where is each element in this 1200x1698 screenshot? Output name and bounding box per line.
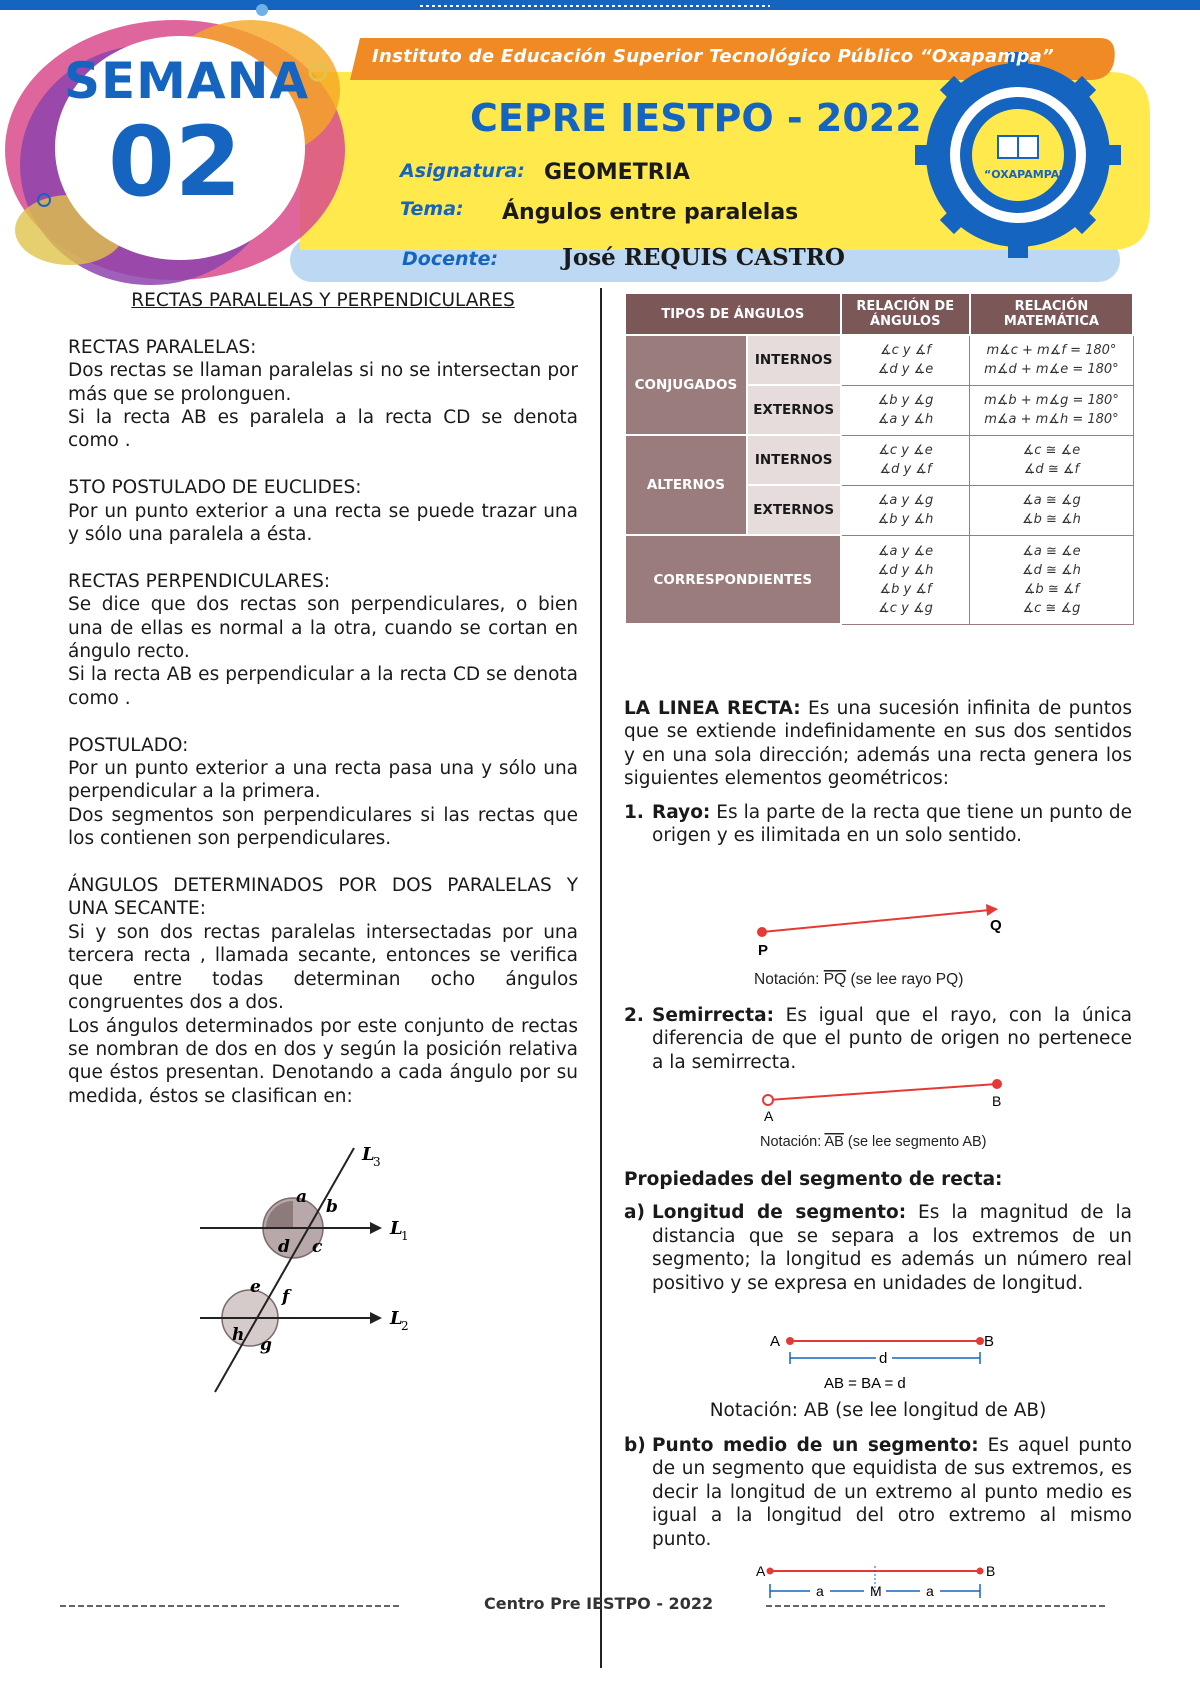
label-p: P <box>758 942 769 959</box>
label-b: b <box>326 1197 338 1217</box>
cell-line: ∡b y ∡f <box>879 581 932 597</box>
topic-value: Ángulos entre paralelas <box>502 200 799 225</box>
label-L3: L <box>362 1144 375 1165</box>
label-L2-sub: 2 <box>401 1319 409 1333</box>
label-a: a <box>296 1187 308 1207</box>
sub-externos: EXTERNOS <box>747 385 841 435</box>
parallel-text-1: Dos rectas se llaman paralelas si no se intersectan por más que se prolonguen. <box>68 360 578 405</box>
ray-text: Es la parte de la recta que tiene un punto de origen y es ilimitada en un solo sentido. <box>652 801 1132 847</box>
notation-suffix: (se lee rayo PQ) <box>846 971 964 988</box>
angles-title: ÁNGULOS DETERMINADOS POR DOS PARALELAS Y UNA SECANTE: <box>68 875 578 920</box>
label-c: c <box>312 1237 323 1257</box>
sub-externos: EXTERNOS <box>747 485 841 535</box>
ray-notation <box>754 971 963 988</box>
cell-line: ∡c y ∡f <box>879 343 931 359</box>
segment-point-b <box>977 1568 984 1575</box>
table-header-types: TIPOS DE ÁNGULOS <box>625 293 841 335</box>
ray-point-p <box>757 927 767 937</box>
cell-line: ∡d ≅ ∡h <box>1021 562 1081 578</box>
label-b: B <box>986 1563 996 1579</box>
length-item <box>624 1201 1132 1295</box>
length-title: Longitud de segmento: <box>652 1202 907 1224</box>
semi-title: Semirrecta: <box>652 1005 774 1026</box>
table-cell <box>970 435 1133 485</box>
perpendicular-text-2: Si la recta AB es perpendicular a la recta CD se denota como . <box>68 664 578 709</box>
cell-line: ∡d y ∡f <box>879 462 932 477</box>
cell-line: ∡a ≅ ∡e <box>1022 543 1081 559</box>
label-d: d <box>278 1237 290 1257</box>
subject-value: GEOMETRIA <box>544 160 690 185</box>
table-header-relation: RELACIÓN DE ÁNGULOS <box>841 293 970 335</box>
column-divider <box>600 288 602 1668</box>
length-equation: AB = BA = d <box>824 1375 906 1390</box>
segment-point-a <box>767 1568 774 1575</box>
ray-title: Rayo: <box>652 801 711 823</box>
cell-line: ∡a y ∡h <box>877 412 934 427</box>
table-cell <box>970 385 1133 435</box>
week-label: SEMANA <box>64 52 310 110</box>
sub-internos: INTERNOS <box>747 335 841 385</box>
semi-line <box>768 1084 997 1100</box>
cell-line: ∡a y ∡g <box>877 493 934 508</box>
cell-line: ∡c ≅ ∡e <box>1022 443 1081 458</box>
label-b: B <box>984 1333 995 1350</box>
arrow-L2-icon <box>370 1312 382 1324</box>
label-g: g <box>260 1335 272 1355</box>
length-notation: Notación: AB (se lee longitud de AB) <box>709 1400 1047 1421</box>
label-q: Q <box>990 917 1002 934</box>
ray-line <box>762 910 990 932</box>
segment-point-a <box>786 1337 794 1345</box>
length-text: Es la magnitud de la distancia que se separa a los extremos de un segmento; la longitud es además un número real positivo y se expresa en unidades de longitud. <box>652 1202 1132 1294</box>
props-title: Propiedades del segmento de recta: <box>624 1169 1003 1190</box>
cell-line: ∡c ≅ ∡g <box>1022 600 1081 616</box>
right-column-semi <box>624 1004 1132 1074</box>
midpoint-title: Punto medio de un segmento: <box>652 1435 979 1456</box>
angles-text-2: Los ángulos determinados por este conjunto de rectas se nombran de dos en dos y según la posición relativa que éstos presentan. Denotando a cada ángulo por su medida, éstos se clasifican en: <box>68 1015 578 1107</box>
segment-point-b <box>976 1337 984 1345</box>
teacher-label: Docente: <box>402 248 499 270</box>
notation-prefix: Notación: <box>760 1134 825 1150</box>
ray-figure <box>740 900 1020 990</box>
angle-marker-top-shade <box>266 1201 293 1228</box>
semi-number: 2. <box>624 1005 644 1026</box>
cell-line: m∡b + m∡g = 180° <box>984 393 1119 408</box>
length-figure <box>764 1328 1004 1390</box>
table-cell <box>841 335 970 385</box>
notation-symbol: PQ <box>823 971 847 988</box>
table-cell <box>970 535 1133 624</box>
parallel-text-2: Si la recta AB es paralela a la recta CD se denota como . <box>68 407 578 452</box>
arrow-L1-icon <box>370 1222 382 1234</box>
cell-line: m∡a + m∡h = 180° <box>984 412 1119 427</box>
semi-point-b <box>992 1079 1002 1089</box>
section-heading: RECTAS PARALELAS Y PERPENDICULARES <box>131 290 515 311</box>
cell-line: ∡b y ∡g <box>877 393 934 408</box>
cell-line: ∡d y ∡e <box>877 362 934 378</box>
sub-internos: INTERNOS <box>747 435 841 485</box>
line-text: Es una sucesión infinita de puntos que se extiende indefinidamente en sus dos sentidos y en una sola dirección; además una recta genera los siguientes elementos geométricos: <box>624 698 1132 790</box>
midpoint-marker: b) <box>624 1435 646 1456</box>
group-conjugados: CONJUGADOS <box>625 335 747 435</box>
footer-ornament-left <box>50 1600 410 1612</box>
notation-suffix: (se lee segmento AB) <box>843 1134 987 1150</box>
logo-text: “OXAPAMPA” <box>984 168 1066 181</box>
table-cell <box>841 435 970 485</box>
page-title: CEPRE IESTPO - 2022 <box>470 96 922 140</box>
parallel-lines-figure <box>200 1140 460 1400</box>
label-L1-sub: 1 <box>401 1229 409 1243</box>
label-d: d <box>879 1350 888 1367</box>
footer-ornament-right <box>756 1600 1116 1612</box>
line-paragraph <box>624 697 1132 791</box>
perpendicular-title: RECTAS PERPENDICULARES: <box>68 570 331 592</box>
postulate-text-1: Por un punto exterior a una recta pasa una y sólo una perpendicular a la primera. <box>68 758 578 803</box>
table-header-math: RELACIÓN MATEMÁTICA <box>970 293 1133 335</box>
label-L1: L <box>390 1218 403 1239</box>
label-m: M <box>870 1583 882 1599</box>
postulate-title: POSTULADO: <box>68 734 189 756</box>
table-cell <box>841 535 970 624</box>
group-alternos: ALTERNOS <box>625 435 747 535</box>
cell-line: m∡c + m∡f = 180° <box>986 343 1117 359</box>
notation-prefix: Notación: <box>754 971 824 988</box>
parallel-title: RECTAS PARALELAS: <box>68 336 257 358</box>
length-marker: a) <box>624 1202 645 1224</box>
cell-line: m∡d + m∡e = 180° <box>984 362 1119 378</box>
label-a: A <box>764 1108 774 1124</box>
label-seg1: a <box>816 1583 824 1599</box>
label-seg2: a <box>926 1583 934 1599</box>
ray-number: 1. <box>624 801 644 823</box>
semirrecta-figure <box>752 1076 1022 1152</box>
angles-text-1: Si y son dos rectas paralelas intersectadas por una tercera recta , llamada secante, entonces se verifica que entre todas determinan ocho ángulos congruentes dos a dos. <box>68 921 578 1014</box>
postulate-text-2: Dos segmentos son perpendiculares si las rectas que los contienen son perpendiculares. <box>68 804 578 850</box>
semi-notation <box>760 1134 987 1150</box>
cell-line: ∡b y ∡h <box>877 512 934 527</box>
subject-label: Asignatura: <box>400 160 525 182</box>
label-L2: L <box>390 1308 403 1329</box>
cell-line: ∡d ≅ ∡f <box>1023 462 1080 477</box>
table-cell <box>841 485 970 535</box>
ray-item <box>624 801 1132 848</box>
semi-point-a <box>763 1095 773 1105</box>
topic-label: Tema: <box>400 198 464 220</box>
cell-line: ∡c y ∡e <box>878 443 933 458</box>
label-h: h <box>232 1325 245 1345</box>
euclid-title: 5TO POSTULADO DE EUCLIDES: <box>68 477 362 499</box>
midpoint-text: Es aquel punto de un segmento que equidista de sus extremos, es decir la longitud de un extremo al punto medio es igual a la longitud del otro extremo al mismo punto. <box>652 1435 1132 1550</box>
week-number: 02 <box>108 106 242 218</box>
ray-arrow-icon <box>986 904 998 916</box>
label-b: B <box>992 1093 1002 1109</box>
notation-symbol: AB <box>824 1134 844 1150</box>
cell-line: ∡d y ∡h <box>877 562 934 578</box>
line-L3 <box>215 1148 354 1392</box>
perpendicular-text-1: Se dice que dos rectas son perpendiculares, o bien una de ellas es normal a la otra, cuando se cortan en ángulo recto. <box>68 594 578 663</box>
institute-name: Instituto de Educación Superior Tecnológico Público “Oxapampa” <box>372 46 1055 67</box>
table-cell <box>970 485 1133 535</box>
label-a: A <box>756 1563 766 1579</box>
left-column <box>68 289 578 1108</box>
right-column-mid <box>624 1434 1132 1551</box>
cell-line: ∡b ≅ ∡h <box>1021 512 1081 527</box>
teacher-value: José REQUIS CASTRO <box>562 244 845 271</box>
table-cell <box>841 385 970 435</box>
midpoint-item <box>624 1434 1132 1551</box>
table-cell <box>970 335 1133 385</box>
footer-text: Centro Pre IESTPO - 2022 <box>484 1594 714 1613</box>
semi-item <box>624 1004 1132 1074</box>
cell-line: ∡a ≅ ∡g <box>1022 493 1081 508</box>
label-f: f <box>282 1287 290 1307</box>
semi-text: Es igual que el rayo, con la única diferencia de que el punto de origen no pertenece a la semirrecta. <box>652 1005 1132 1073</box>
angles-table <box>624 292 1134 625</box>
euclid-text: Por un punto exterior a una recta se puede trazar una y sólo una paralela a ésta. <box>68 500 578 546</box>
label-a: A <box>770 1333 781 1350</box>
cell-line: ∡a y ∡e <box>877 543 934 559</box>
right-column-top <box>624 697 1132 847</box>
group-correspondientes: CORRESPONDIENTES <box>625 535 841 624</box>
line-title: LA LINEA RECTA: <box>624 698 801 719</box>
label-e: e <box>250 1277 261 1297</box>
cell-line: ∡c y ∡g <box>878 600 933 616</box>
right-column-props <box>624 1168 1132 1295</box>
label-L3-sub: 3 <box>373 1155 381 1169</box>
cell-line: ∡b ≅ ∡f <box>1023 581 1080 597</box>
